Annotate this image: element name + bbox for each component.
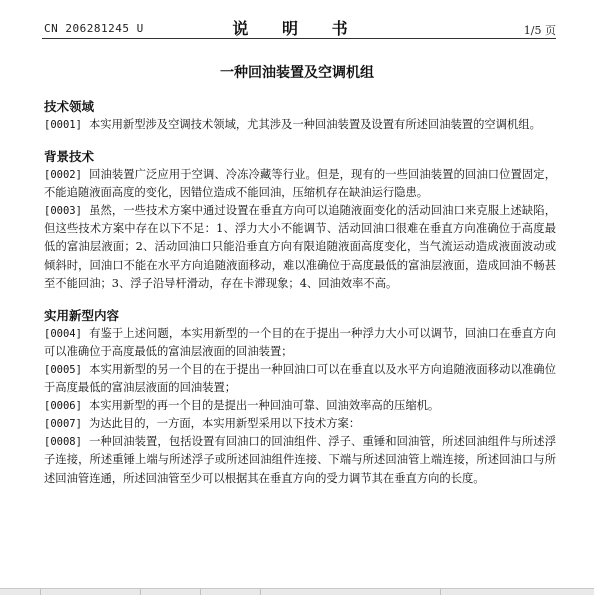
paragraph-number: [0005] bbox=[44, 363, 82, 376]
paragraph-number: [0008] bbox=[44, 436, 82, 449]
section-heading: 背景技术 bbox=[44, 149, 95, 165]
paragraph-text: 本实用新型的另一个目的在于提出一种回油口可以在垂直以及水平方向追随液面移动以准确位于高度最低的富油层液面的回油装置； bbox=[44, 362, 556, 395]
paragraph bbox=[44, 166, 556, 202]
paragraph-number: [0001] bbox=[44, 119, 82, 131]
paragraph-number: [0002] bbox=[44, 169, 82, 182]
doc-type-heading: 说 明 书 bbox=[232, 19, 362, 38]
header-divider bbox=[42, 38, 556, 39]
paragraph-number: [0003] bbox=[44, 205, 82, 218]
document-title: 一种回油装置及空调机组 bbox=[220, 65, 374, 81]
paragraph-text: 本实用新型的再一个目的是提出一种回油可靠、回油效率高的压缩机。 bbox=[89, 399, 440, 413]
taskbar-segment[interactable] bbox=[40, 589, 141, 595]
paragraph-text: 为达此目的，一方面，本实用新型采用以下技术方案： bbox=[89, 417, 361, 431]
paragraph-text: 回油装置广泛应用于空调、冷冻冷藏等行业。但是，现有的一些回油装置的回油口位置固定，不能追随液面高度的变化，因错位造成不能回油，压缩机存在缺油运行隐患。 bbox=[44, 168, 556, 200]
paragraph bbox=[44, 116, 556, 134]
taskbar-segment[interactable] bbox=[140, 589, 201, 595]
section-heading: 技术领域 bbox=[44, 99, 95, 114]
taskbar-segment[interactable] bbox=[200, 589, 261, 595]
document-body bbox=[44, 98, 556, 488]
page-header bbox=[0, 0, 594, 40]
paragraph bbox=[44, 415, 556, 433]
taskbar-segment[interactable] bbox=[260, 589, 441, 595]
taskbar-segment[interactable] bbox=[0, 589, 41, 595]
paragraph-number: [0007] bbox=[44, 418, 82, 431]
paragraph bbox=[44, 397, 556, 415]
paragraph bbox=[44, 202, 556, 292]
paragraph-text: 有鉴于上述问题，本实用新型的一个目的在于提出一种浮力大小可以调节，回油口在垂直方向可以准确位于高度最低的富油层液面的回油装置； bbox=[44, 326, 556, 358]
section-heading: 实用新型内容 bbox=[44, 307, 120, 323]
paragraph-text: 一种回油装置，包括设置有回油口的回油组件、浮子、重锤和回油管，所述回油组件与所述浮子连接，所述重锤上端与所述浮子或所述回油组件连接、下端与所述回油管上端连接，所述回油口与所述回油管连通，所述回油管至少可以根据其在垂直方向的受力调节其在垂直方向的长度。 bbox=[44, 435, 556, 485]
page-indicator: 1/5 页 bbox=[523, 24, 556, 37]
paragraph bbox=[44, 325, 556, 361]
paragraph-number: [0004] bbox=[44, 327, 82, 340]
paragraph bbox=[44, 433, 556, 487]
patent-number: CN 206281245 U bbox=[44, 22, 144, 35]
paragraph bbox=[44, 361, 556, 397]
paragraph-text: 虽然，一些技术方案中通过设置在垂直方向可以追随液面变化的活动回油口来克服上述缺陷，但这些技术方案中存在以下不足：1、浮力大小不能调节、活动回油口很难在垂直方向准确位于高度最低的富油层液面；2、活动回油口只能沿垂直方向有限追随液面高度变化，当气流运动造成液面波动或倾斜时，回油口不能在水平方向追随液面移动，难以准确位于高度最低的富油层液面，造成回油不畅甚至不能回油；3、浮子沿导杆滑动，存在卡滞现象；4、回油效率不高。 bbox=[44, 204, 556, 290]
paragraph-text: 本实用新型涉及空调技术领域，尤其涉及一种回油装置及设置有所述回油装置的空调机组。 bbox=[89, 118, 541, 131]
paragraph-number: [0006] bbox=[44, 400, 82, 413]
